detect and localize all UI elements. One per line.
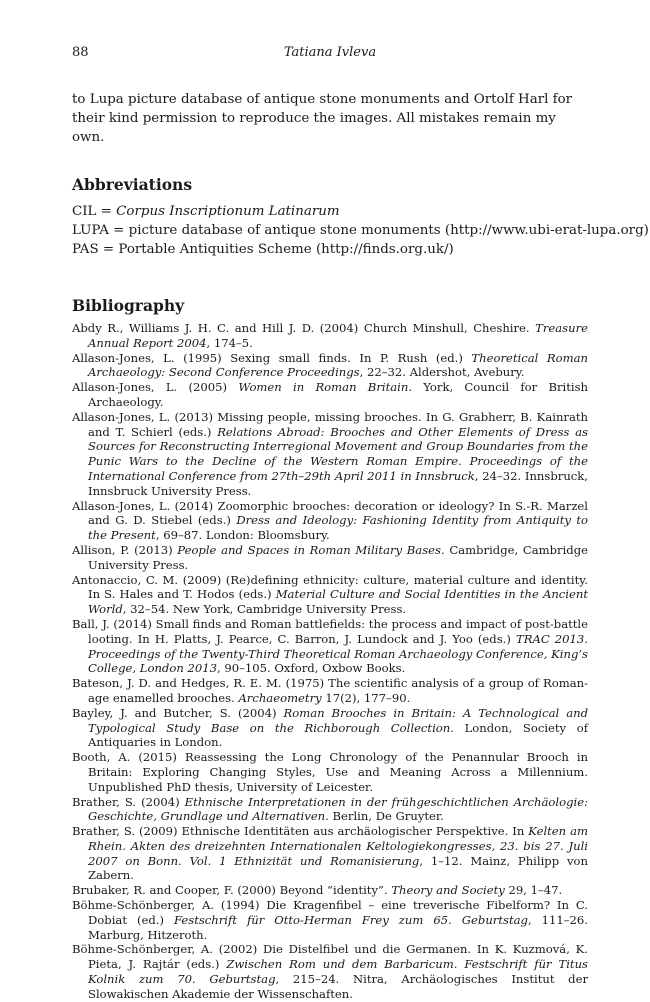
bib-title-part: Treasure Annual Report 2004 xyxy=(88,321,588,350)
abbreviation-text: LUPA = picture database of antique stone monuments (http://www.ubi-erat-lupa.org) xyxy=(72,223,649,238)
bib-title-part: Festschrift für Otto-Herman Frey zum 65. Geburtstag xyxy=(173,912,528,927)
bib-author-part: Brubaker, R. and Cooper, F. (2000) Beyond “identity”. xyxy=(72,883,392,898)
bibliography-entry xyxy=(72,942,588,1001)
bib-publication-part: , 90–105. Oxford, Oxbow Books. xyxy=(217,661,406,676)
bib-publication-part: , 69–87. London: Bloomsbury. xyxy=(155,528,330,543)
abbreviation-text: PAS = Portable Antiquities Scheme (http://finds.org.uk/) xyxy=(72,242,454,257)
page xyxy=(72,40,649,1002)
abbreviation-text: CIL = xyxy=(72,204,117,219)
bib-title-part: People and Spaces in Roman Military Bases xyxy=(177,542,441,557)
bib-author-part: Böhme-Schönberger, A. (1994) Die Kragenfibel – eine treverische Fibelform? In C. Dobiat (ed.) xyxy=(72,898,588,927)
bib-publication-part: . London, Society of Antiquaries in London. xyxy=(88,720,588,750)
bibliography-list xyxy=(72,321,588,1002)
bib-title-part: Relations Abroad: Brooches and Other Elements of Dress as Sources for Reconstructing Interregional Movement and Group Boundaries from the Punic Wars to the Decline of the Western Roman Empire. Proceedings of the International Conference from 27th–29th April 2011 in Innsbruck xyxy=(88,424,588,483)
bib-title-part: Dress and Ideology: Fashioning Identity from Antiquity to the Present xyxy=(88,513,589,543)
bibliography-entry xyxy=(72,824,588,883)
running-title: Tatiana Ivleva xyxy=(283,45,377,60)
bib-title-part: Material Culture and Social Identities in the Ancient World xyxy=(88,587,588,617)
bibliography-entry xyxy=(72,750,588,794)
abbreviations-list xyxy=(72,202,649,259)
bib-publication-part: , 1–12. Mainz, Philipp von Zabern. xyxy=(88,853,588,883)
bib-title-part: Kelten am Rhein. Akten des dreizehnten Internationalen Keltologiekongresses, 23. bis 27. Juli 2007 on Bonn. Vol. 1 Ethnizität und Romanisierung xyxy=(88,824,588,868)
bib-author-part: Böhme-Schönberger, A. (2002) Die Distelfibel und die Germanen. In K. Kuzmová, K. Pieta, J. Rajtár (eds.) xyxy=(72,942,588,972)
bib-title-part: Ethnische Interpretationen in der frühgeschichtlichen Archäologie: Geschichte, Grundlage und Alternativen xyxy=(88,794,588,824)
bibliography-entry xyxy=(72,883,588,898)
bibliography-entry xyxy=(72,706,588,750)
bib-title-part: Women in Roman Britain xyxy=(238,380,409,395)
running-head xyxy=(72,40,588,62)
bib-title-part: Theory and Society xyxy=(391,883,505,898)
bib-publication-part: , 32–54. New York, Cambridge University Press. xyxy=(122,602,407,617)
bib-author-part: Allason-Jones, L. (1995) Sexing small finds. In P. Rush (ed.) xyxy=(72,350,472,365)
bibliography-entry xyxy=(72,351,588,381)
bib-publication-part: 29, 1–47. xyxy=(504,883,563,898)
bib-author-part: Antonaccio, C. M. (2009) (Re)defining ethnicity: culture, material culture and identity. In S. Hales and T. Hodos (eds.) xyxy=(72,572,588,602)
bib-publication-part: 17(2), 177–90. xyxy=(321,690,411,705)
bib-author-part: Booth, A. (2015) Reassessing the Long Chronology of the Penannular Brooch in Britain: Exploring Changing Styles, Use and Meaning Across a Millennium. Unpublished PhD thesis, University of Leicester. xyxy=(72,750,588,794)
bib-title-part: TRAC 2013. Proceedings of the Twenty-Third Theoretical Roman Archaeology Conference, King’s College, London 2013 xyxy=(88,631,588,676)
bib-title-part: Archaeometry xyxy=(238,690,322,705)
abbreviation-expansion: Corpus Inscriptionum Latinarum xyxy=(116,204,340,219)
bib-author-part: Allason-Jones, L. (2005) xyxy=(72,380,239,395)
abbreviation-item xyxy=(72,221,649,240)
bibliography-entry xyxy=(72,795,588,825)
bib-publication-part: . Berlin, De Gruyter. xyxy=(325,809,444,824)
bib-title-part: Zwischen Rom und dem Barbaricum. Festschrift für Titus Kolnik zum 70. Geburtstag xyxy=(88,957,588,987)
bib-publication-part: , 22–32. Aldershot, Avebury. xyxy=(359,365,525,380)
bibliography-entry xyxy=(72,499,588,543)
bib-publication-part: . Cambridge, Cambridge University Press. xyxy=(88,542,588,572)
bib-author-part: Ball, J. (2014) Small finds and Roman battlefields: the process and impact of post-battle looting. In H. Platts, J. Pearce, C. Barron, J. Lundock and J. Yoo (eds.) xyxy=(72,616,588,646)
page-number: 88 xyxy=(72,45,89,60)
bibliography-entry xyxy=(72,617,588,676)
bib-publication-part: . York, Council for British Archaeology. xyxy=(88,380,588,409)
bib-publication-part: , 111–26. Marburg, Hitzeroth. xyxy=(88,912,588,942)
abbreviation-item xyxy=(72,240,588,259)
abbreviation-item xyxy=(72,202,588,221)
bib-author-part: Allason-Jones, L. (2013) Missing people, missing brooches. In G. Grabherr, B. Kainrath and T. Schierl (eds.) xyxy=(72,409,588,439)
abbreviations-heading: Abbreviations xyxy=(72,175,193,194)
bib-author-part: Brather, S. (2004) xyxy=(72,794,185,809)
bibliography-entry xyxy=(72,410,588,499)
bibliography-entry xyxy=(72,898,588,942)
bibliography-entry xyxy=(72,543,588,573)
bibliography-entry xyxy=(72,573,588,617)
bib-title-part: Theoretical Roman Archaeology: Second Conference Proceedings xyxy=(88,350,588,380)
bib-author-part: Brather, S. (2009) Ethnische Identitäten aus archäologischer Perspektive. In xyxy=(72,824,529,839)
bib-publication-part: , 24–32. Innsbruck, Innsbruck University Press. xyxy=(88,468,588,498)
bibliography-entry xyxy=(72,380,588,410)
bib-title-part: Roman Brooches in Britain: A Technological and Typological Study Base on the Richborough Collection xyxy=(88,705,588,735)
bibliography-entry xyxy=(72,321,588,351)
intro-paragraph: to Lupa picture database of antique stone monuments and Ortolf Harl for their kind permission to reproduce the images. All mistakes remain my own. xyxy=(72,92,573,145)
bibliography-heading: Bibliography xyxy=(72,296,185,315)
bib-author-part: Abdy R., Williams J. H. C. and Hill J. D. (2004) Church Minshull, Cheshire. xyxy=(72,321,536,335)
bib-author-part: Bateson, J. D. and Hedges, R. E. M. (1975) The scientific analysis of a group of Roman-age enamelled brooches. xyxy=(72,676,588,705)
bib-author-part: Allason-Jones, L. (2014) Zoomorphic brooches: decoration or ideology? In S.-R. Marzel and G. D. Stiebel (eds.) xyxy=(72,498,588,528)
bib-publication-part: , 215–24. Nitra, Archäologisches Institut der Slowakischen Akademie der Wissenschaften. xyxy=(88,972,588,1001)
bib-author-part: Allison, P. (2013) xyxy=(72,542,178,557)
bib-author-part: Bayley, J. and Butcher, S. (2004) xyxy=(72,705,284,720)
bibliography-entry xyxy=(72,676,588,706)
bib-publication-part: , 174–5. xyxy=(206,335,253,350)
